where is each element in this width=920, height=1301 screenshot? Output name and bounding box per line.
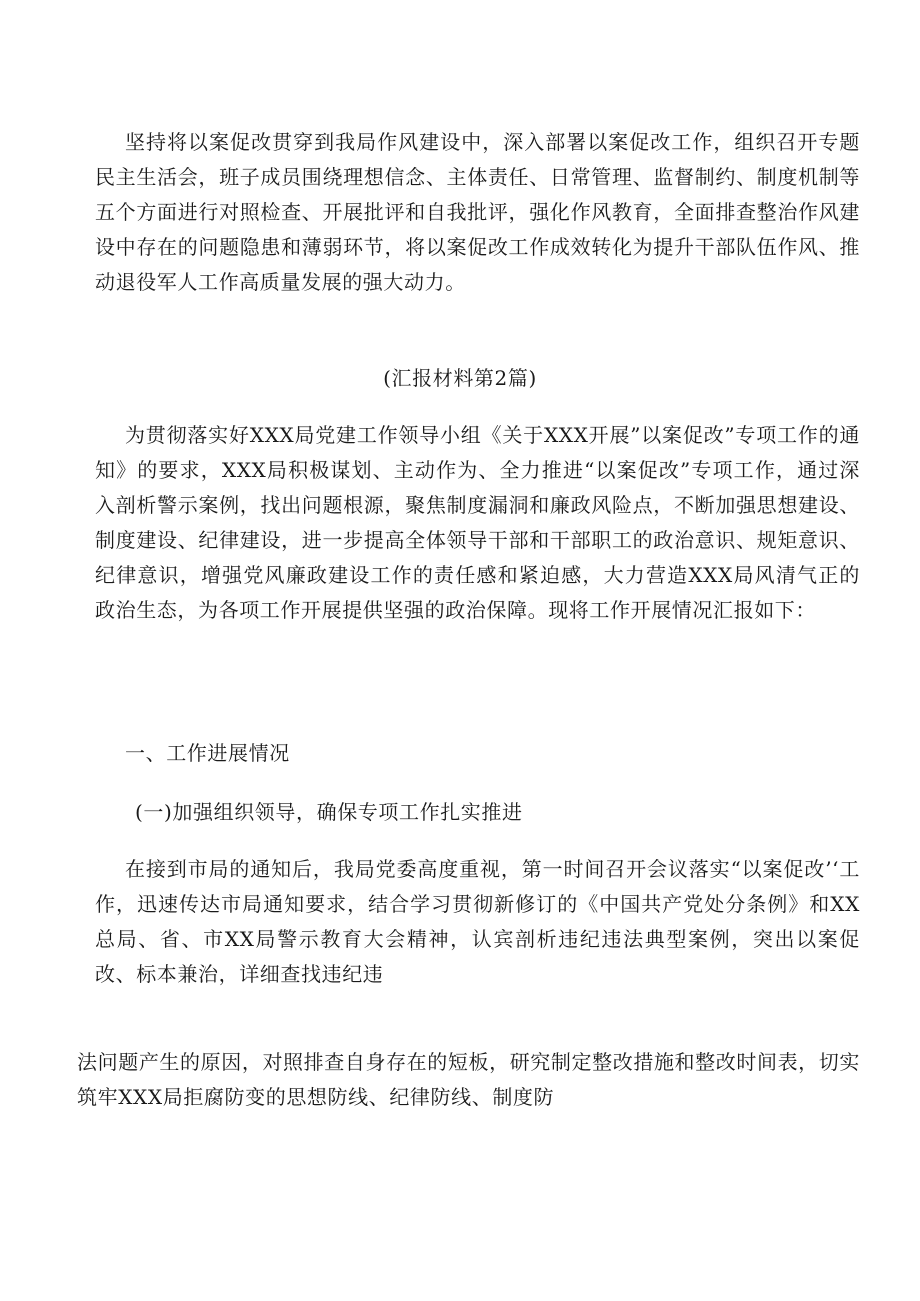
paragraph-1: 坚持将以案促改贯穿到我局作风建设中，深入部署以案促改工作，组织召开专题民主生活会，班子成员围绕理想信念、主体责任、日常管理、监督制约、制度机制等五个方面进行对照检查、开展批评和自我批评，强化作风教育，全面排查整治作风建设中存在的问题隐患和薄弱环节，将以案促改工作成效转化为提升干部队伍作风、推动退役军人工作高质量发展的强大动力。 — [95, 130, 860, 294]
subheading-organization-leadership: (一)加强组织领导，确保专项工作扎实推进 — [135, 800, 523, 824]
paragraph-3: 在接到市局的通知后，我局党委高度重视，第一时间召开会议落实“以案促改’‘工作，迅速传达市局通知要求，结合学习贯彻新修订的《中国共产党处分条例》和XX总局、省、市XX局警示教育大会精神，认宾剖析违纪违法典型案例，突出以案促改、标本兼治，详细查找违纪违 — [95, 857, 860, 986]
heading-work-progress: 一、工作进展情况 — [125, 741, 290, 765]
paragraph-4: 法问题产生的原因，对照排查自身存在的短板，研究制定整改措施和整改时间表，切实筑牢XXX局拒腐防变的思想防线、纪律防线、制度防 — [77, 1050, 860, 1109]
paragraph-2: 为贯彻落实好XXX局党建工作领导小组《关于XXX开展”以案促改”专项工作的通知》的要求，XXX局积极谋划、主动作为、全力推进“以案促改”专项工作，通过深入剖析警示案例，找出问题根源，聚焦制度漏洞和廉政风险点，不断加强思想建设、制度建设、纪律建设，进一步提高全体领导干部和干部职工的政治意识、规矩意识、纪律意识，增强党风廉政建设工作的责任感和紧迫感，大力营造XXX局风清气正的政治生态，为各项工作开展提供坚强的政治保障。现将工作开展情况汇报如下： — [95, 423, 860, 622]
section-title: (汇报材料第2篇) — [383, 366, 537, 390]
